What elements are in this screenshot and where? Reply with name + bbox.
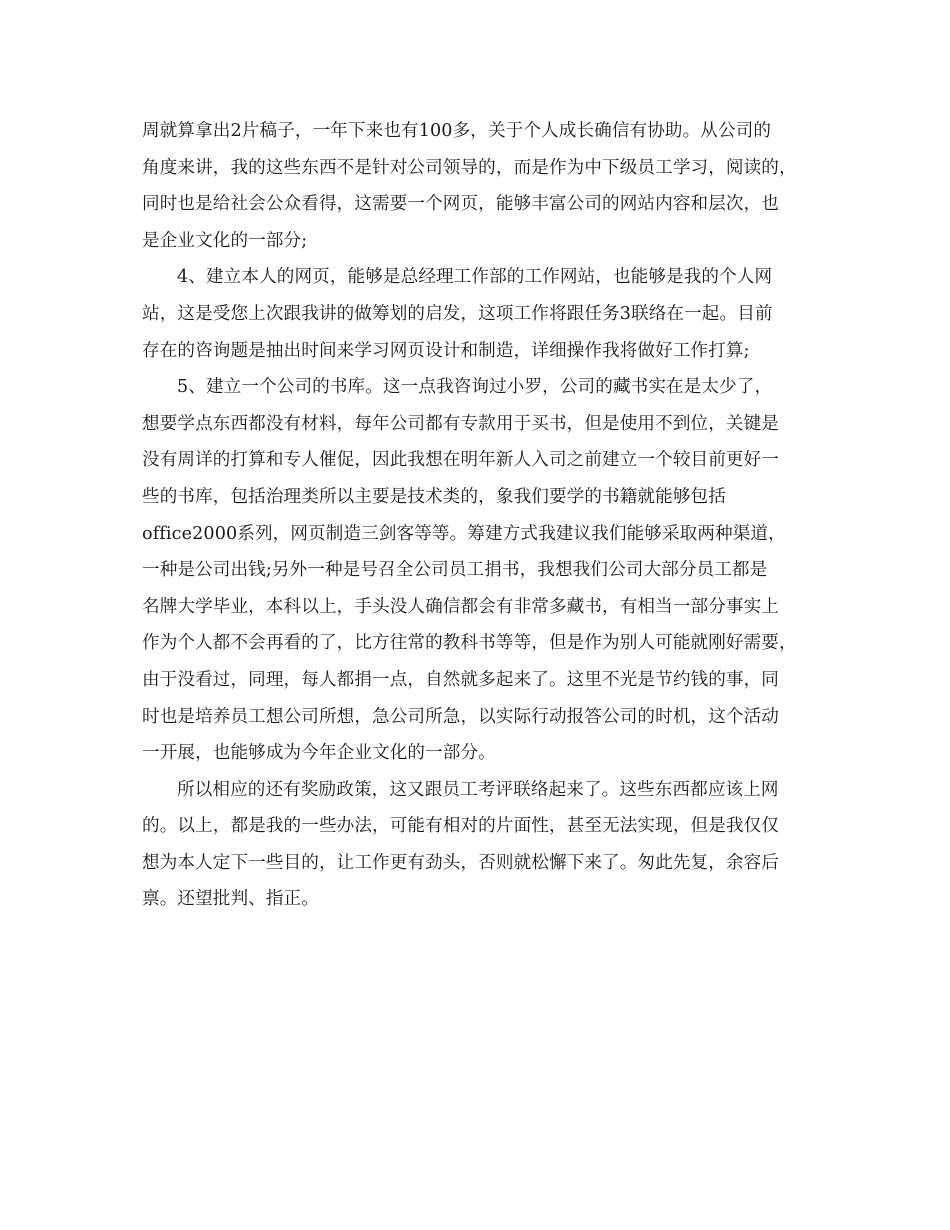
- paragraph-start-line: 5、建立一个公司的书库。这一点我咨询过小罗，公司的藏书实在是太少了，: [177, 377, 773, 398]
- text-line: 站，这是受您上次跟我讲的做筹划的启发，这项工作将跟任务3联络在一起。目前: [142, 303, 773, 324]
- text-line: 一种是公司出钱;另外一种是号召全公司员工捐书，我想我们公司大部分员工都是: [142, 560, 768, 581]
- text-line: 禀。还望批判、指正。: [142, 889, 319, 910]
- text-line: 周就算拿出2片稿子，一年下来也有100多，关于个人成长确信有协助。从公司的: [142, 121, 772, 141]
- text-line: 的。以上，都是我的一些办法，可能有相对的片面性，甚至无法实现，但是我仅仅: [142, 816, 779, 837]
- text-line: 想要学点东西都没有材料，每年公司都有专款用于买书，但是使用不到位，关键是: [142, 413, 779, 434]
- text-line: 存在的咨询题是抽出时间来学习网页设计和制造，详细操作我将做好工作打算;: [142, 340, 750, 361]
- text-line: 是企业文化的一部分;: [142, 230, 308, 251]
- text-line: 同时也是给社会公众看得，这需要一个网页，能够丰富公司的网站内容和层次，也: [142, 194, 779, 215]
- text-line: 角度来讲，我的这些东西不是针对公司领导的，而是作为中下级员工学习，阅读的，: [142, 157, 797, 178]
- text-line: 些的书库，包括治理类所以主要是技术类的，象我们要学的书籍就能够包括: [142, 486, 726, 507]
- text-line: 一开展，也能够成为今年企业文化的一部分。: [142, 743, 496, 764]
- text-line: office2000系列，网页制造三剑客等等。筹建方式我建议我们能够采取两种渠道，: [142, 523, 786, 544]
- text-line: 由于没看过，同理，每人都捐一点，自然就多起来了。这里不光是节约钱的事，同: [142, 669, 779, 690]
- body-text: [142, 113, 822, 918]
- text-line: 名牌大学毕业，本科以上，手头没人确信都会有非常多藏书，有相当一部分事实上: [142, 596, 779, 617]
- text-line: 没有周详的打算和专人催促，因此我想在明年新人入司之前建立一个较目前更好一: [142, 450, 779, 471]
- text-line: 作为个人都不会再看的了，比方往常的教科书等等，但是作为别人可能就刚好需要，: [142, 633, 797, 654]
- paragraph-start-line: 4、建立本人的网页，能够是总经理工作部的工作网站，也能够是我的个人网: [177, 267, 773, 288]
- paragraph-start-line: 所以相应的还有奖励政策，这又跟员工考评联络起来了。这些东西都应该上网: [177, 779, 779, 800]
- text-line: 想为本人定下一些目的，让工作更有劲头，否则就松懈下来了。匆此先复，余容后: [142, 852, 779, 873]
- text-line: 时也是培养员工想公司所想，急公司所急，以实际行动报答公司的时机，这个活动: [142, 706, 779, 727]
